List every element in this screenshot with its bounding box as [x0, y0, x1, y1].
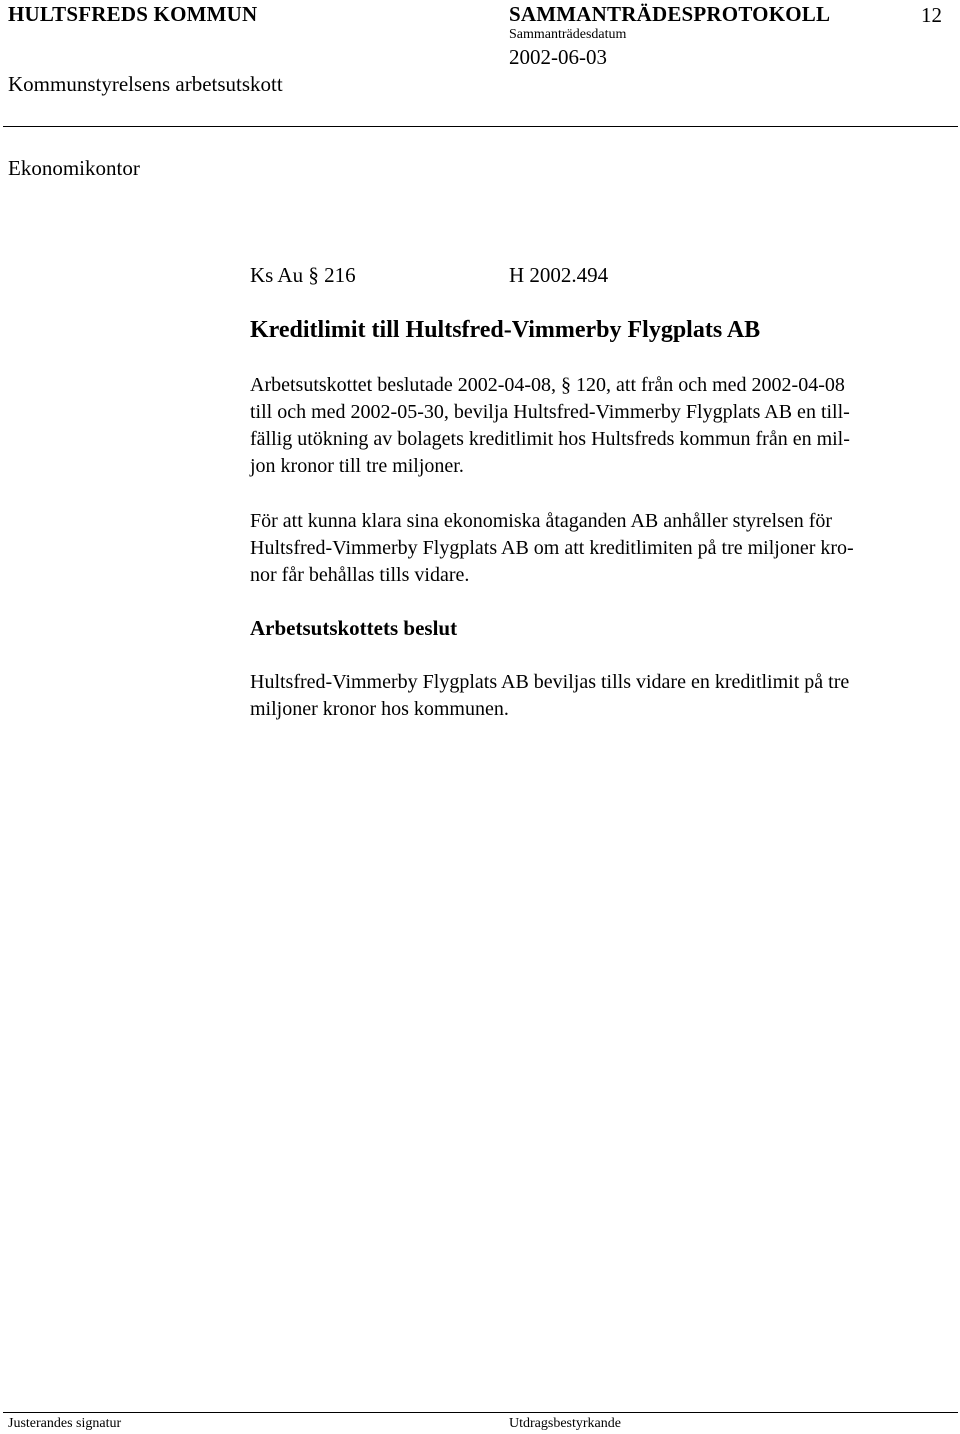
paragraph-line: fällig utökning av bolagets kreditlimit hos Hultsfreds kommun från en mil-	[250, 428, 850, 450]
certification-label: Utdragsbestyrkande	[509, 1416, 621, 1431]
decision-text	[250, 669, 849, 723]
department: Ekonomikontor	[8, 156, 140, 180]
committee-name: Kommunstyrelsens arbetsutskott	[8, 72, 283, 96]
page-number: 12	[921, 3, 942, 27]
footer-divider	[3, 1412, 958, 1413]
case-dossier-number: H 2002.494	[509, 263, 609, 287]
case-section: Ks Au § 216	[250, 263, 356, 287]
paragraph-line: Hultsfred-Vimmerby Flygplats AB om att kreditlimiten på tre miljoner kro-	[250, 537, 854, 559]
paragraph-line: till och med 2002-05-30, bevilja Hultsfred-Vimmerby Flygplats AB en till-	[250, 401, 850, 423]
paragraph-line: Hultsfred-Vimmerby Flygplats AB beviljas tills vidare en kreditlimit på tre	[250, 671, 850, 693]
meeting-date: 2002-06-03	[509, 45, 607, 69]
meeting-date-label: Sammanträdesdatum	[509, 27, 627, 42]
paragraph-line: nor får behållas tills vidare.	[250, 564, 470, 586]
paragraph-line: För att kunna klara sina ekonomiska åtaganden AB anhåller styrelsen för	[250, 510, 833, 532]
organization-name: HULTSFREDS KOMMUN	[8, 2, 258, 26]
case-title: Kreditlimit till Hultsfred-Vimmerby Flygplats AB	[250, 317, 761, 343]
signature-label: Justerandes signatur	[8, 1416, 122, 1431]
decision-heading: Arbetsutskottets beslut	[250, 616, 458, 640]
paragraph-request	[250, 508, 854, 589]
header-divider	[3, 126, 958, 127]
paragraph-line: Arbetsutskottet beslutade 2002-04-08, § 120, att från och med 2002-04-08	[250, 374, 845, 396]
paragraph-background	[250, 372, 850, 480]
paragraph-line: miljoner kronor hos kommunen.	[250, 698, 509, 720]
paragraph-line: jon kronor till tre miljoner.	[250, 455, 464, 477]
document-type: SAMMANTRÄDESPROTOKOLL	[509, 2, 831, 26]
